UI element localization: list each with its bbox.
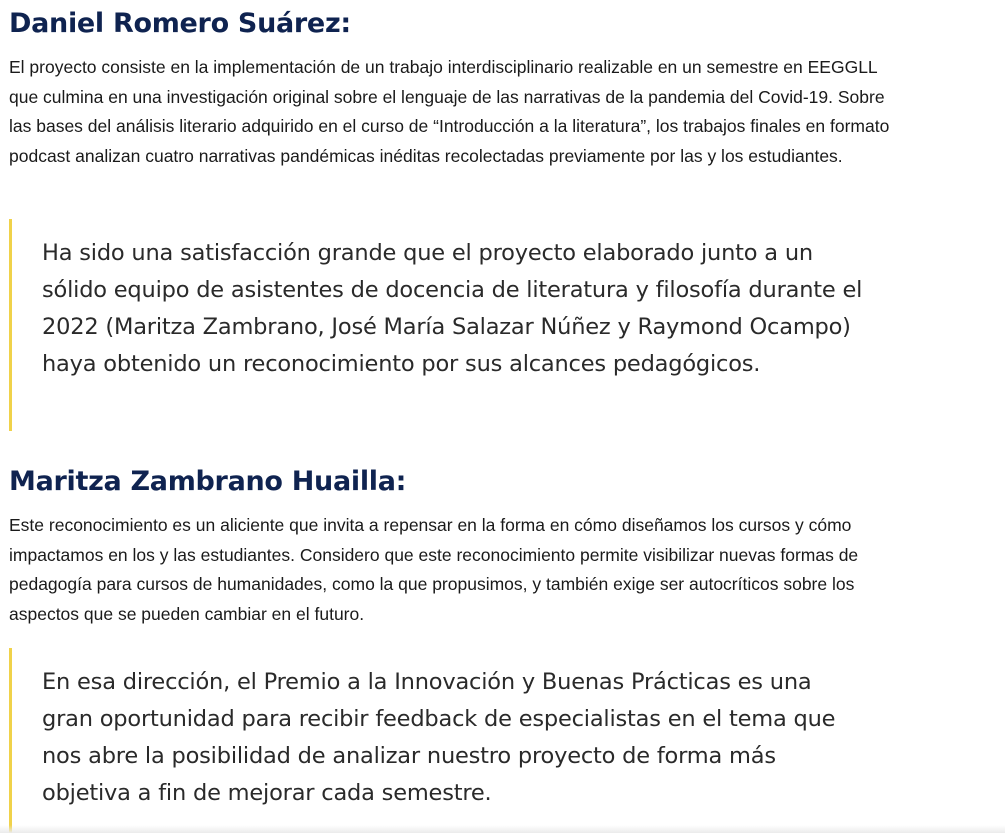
pull-quote-text: Ha sido una satisfacción grande que el proyecto elaborado junto a un sólido equipo de asistentes de docencia de literatura y filosofía durante el 2022 (Maritza Zambrano, José María Salazar Núñez y Raymond Ocampo) haya obtenido un reconocimiento por sus alcances pedagógicos. (42, 240, 863, 377)
pull-quote-maritza-zambrano (9, 648, 869, 833)
pull-quote-daniel-romero (9, 219, 869, 431)
section-paragraph-maritza-zambrano: Este reconocimiento es un aliciente que invita a repensar en la forma en cómo diseñamos los cursos y cómo impactamos en los y las estudiantes. Considero que este reconocimiento permite visibilizar nuevas formas de pedagogía para cursos de humanidades, como la que propusimos, y también exige ser autocríticos sobre los aspectos que se pueden cambiar en el futuro. (9, 515, 859, 624)
section-paragraph-daniel-romero: El proyecto consiste en la implementación de un trabajo interdisciplinario realizable en un semestre en EEGGLL que culmina en una investigación original sobre el lenguaje de las narrativas de la pandemia del Covid-19. Sobre las bases del análisis literario adquirido en el curso de “Introducción a la literatura”, los trabajos finales en formato podcast analizan cuatro narrativas pandémicas inéditas recolectadas previamente por las y los estudiantes. (9, 57, 890, 166)
pull-quote-text: En esa dirección, el Premio a la Innovación y Buenas Prácticas es una gran oportunidad para recibir feedback de especialistas en el tema que nos abre la posibilidad de analizar nuestro proyecto de forma más objetiva a fin de mejorar cada semestre. (42, 669, 836, 806)
section-heading-maritza-zambrano: Maritza Zambrano Huailla: (9, 466, 407, 497)
section-heading-daniel-romero: Daniel Romero Suárez: (9, 8, 351, 39)
bottom-shadow-divider (0, 825, 1005, 833)
